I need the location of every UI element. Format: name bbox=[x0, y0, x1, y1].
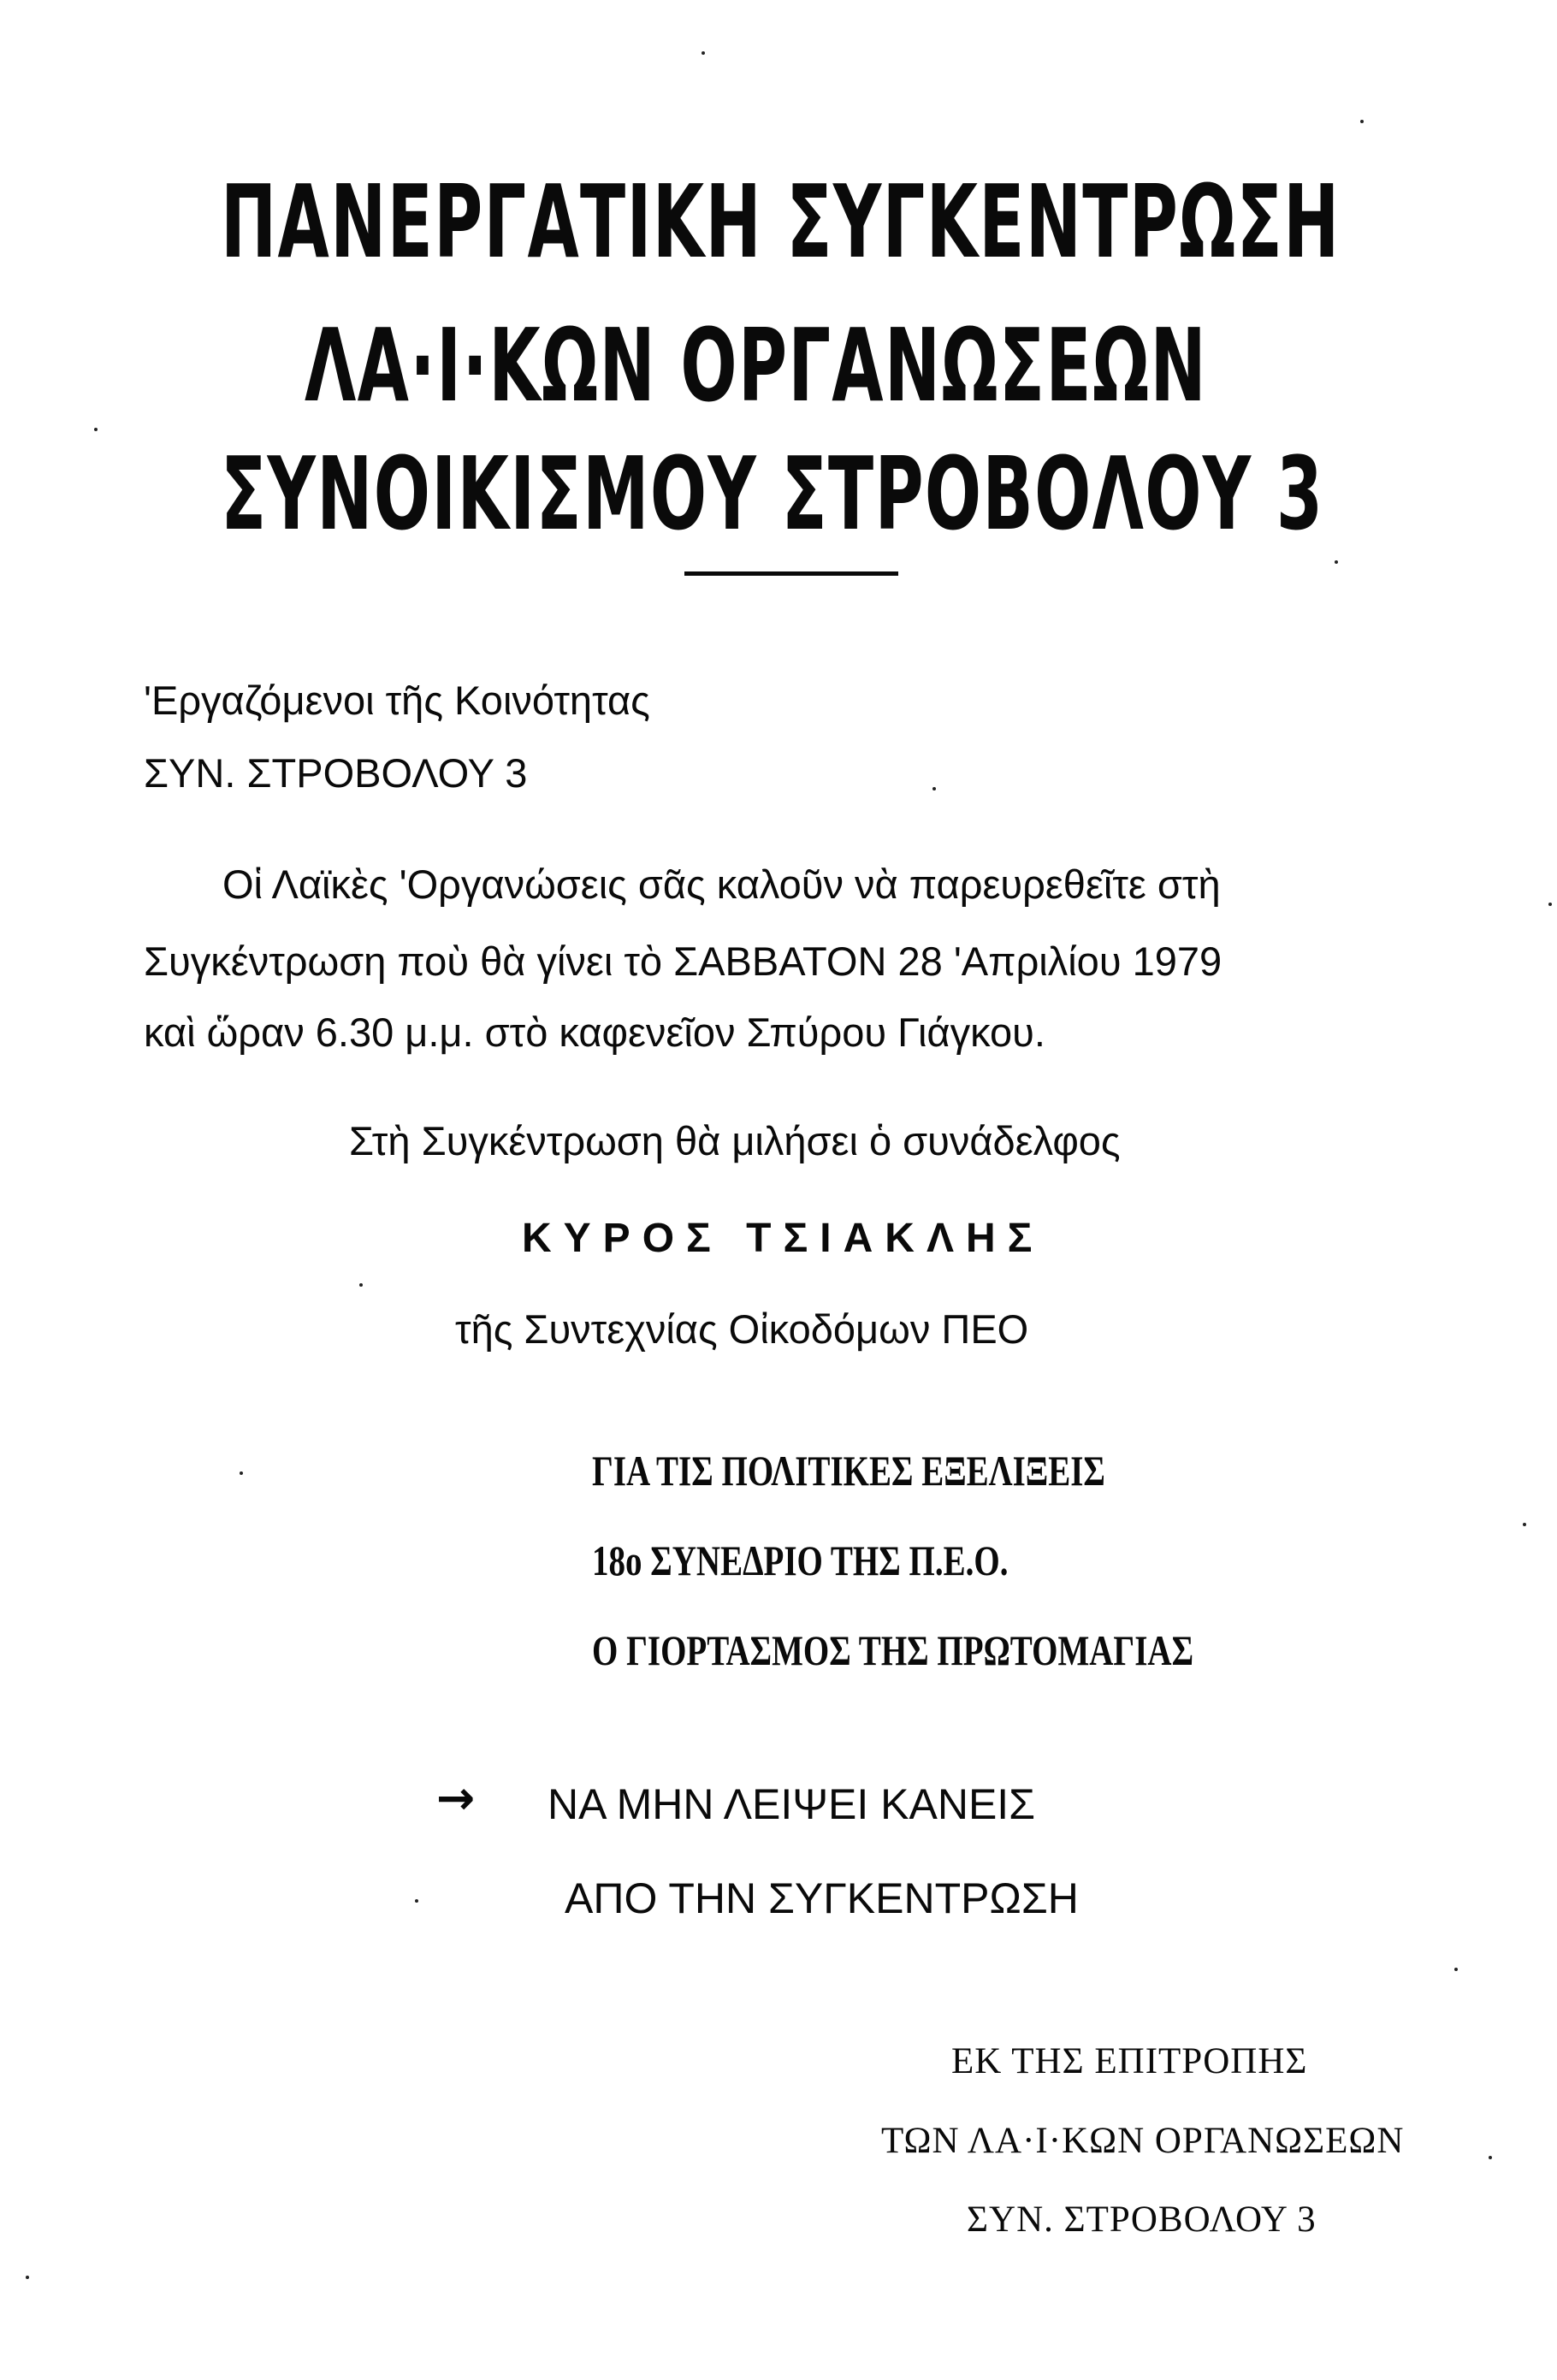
headline-underline bbox=[684, 571, 898, 576]
scan-speck bbox=[94, 428, 98, 431]
invitation-line-1: Οἱ Λαϊκὲς 'Οργανώσεις σᾶς καλοῦν νὰ παρευρεθεῖτε στὴ bbox=[222, 861, 1221, 907]
speaker-name: ΚΥΡΟΣ ΤΣΙΑΚΛΗΣ bbox=[522, 1216, 1045, 1261]
address-line-2: ΣΥΝ. ΣΤΡΟΒΟΛΟΥ 3 bbox=[144, 750, 528, 796]
scan-speck bbox=[1489, 2156, 1492, 2159]
speaker-intro: Στὴ Συγκέντρωση θὰ μιλήσει ὁ συνάδελφος bbox=[349, 1118, 1121, 1163]
scan-speck bbox=[359, 1283, 363, 1287]
scan-speck bbox=[1454, 1968, 1458, 1971]
invitation-line-2: Συγκέντρωση ποὺ θὰ γίνει τὸ ΣΑΒΒΑΤΟΝ 28 'Απριλίου 1979 bbox=[144, 938, 1223, 984]
scan-speck bbox=[240, 1471, 243, 1475]
scan-speck bbox=[1360, 120, 1364, 123]
scan-speck bbox=[932, 787, 936, 790]
scan-speck bbox=[1523, 1523, 1526, 1526]
scan-speck bbox=[26, 2276, 29, 2279]
topic-item: Ο ΓΙΟΡΤΑΣΜΟΣ ΤΗΣ ΠΡΩΤΟΜΑΓΙΑΣ bbox=[592, 1626, 1194, 1674]
scan-speck bbox=[415, 1899, 418, 1903]
arrow-right-icon: → bbox=[436, 1771, 476, 1825]
topic-item: ΓΙΑ ΤΙΣ ΠΟΛΙΤΙΚΕΣ ΕΞΕΛΙΞΕΙΣ bbox=[592, 1447, 1105, 1495]
scan-speck bbox=[702, 51, 705, 55]
scan-speck bbox=[1335, 560, 1338, 564]
signature-line-3: ΣΥΝ. ΣΤΡΟΒΟΛΟΥ 3 bbox=[967, 2199, 1317, 2240]
signature-line-1: ΕΚ ΤΗΣ ΕΠΙΤΡΟΠΗΣ bbox=[951, 2041, 1308, 2081]
speaker-affiliation: τῆς Συντεχνίας Οἰκοδόμων ΠΕΟ bbox=[455, 1306, 1029, 1352]
scan-speck bbox=[1548, 903, 1552, 906]
signature-line-2: ΤΩΝ ΛΑ·Ι·ΚΩΝ ΟΡΓΑΝΩΣΕΩΝ bbox=[881, 2121, 1405, 2161]
address-line-1: 'Εργαζόμενοι τῆς Κοινότητας bbox=[144, 678, 650, 723]
headline-line-3: ΣΥΝΟΙΚΙΣΜΟΥ ΣΤΡΟΒΟΛΟΥ 3 bbox=[221, 435, 1324, 553]
invitation-line-3: καὶ ὥραν 6.30 μ.μ. στὸ καφενεῖον Σπύρου Γιάγκου. bbox=[144, 1009, 1045, 1055]
headline-line-2: ΛΑ·Ι·ΚΩΝ ΟΡΓΑΝΩΣΕΩΝ bbox=[305, 306, 1207, 424]
call-line-1: ΝΑ ΜΗΝ ΛΕΙΨΕΙ ΚΑΝΕΙΣ bbox=[548, 1780, 1036, 1828]
topic-item: 18ο ΣΥΝΕΔΡΙΟ ΤΗΣ Π.Ε.Ο. bbox=[592, 1536, 1009, 1584]
headline-line-1: ΠΑΝΕΡΓΑΤΙΚΗ ΣΥΓΚΕΝΤΡΩΣΗ bbox=[221, 163, 1341, 281]
call-line-2: ΑΠΟ ΤΗΝ ΣΥΓΚΕΝΤΡΩΣΗ bbox=[565, 1874, 1079, 1922]
